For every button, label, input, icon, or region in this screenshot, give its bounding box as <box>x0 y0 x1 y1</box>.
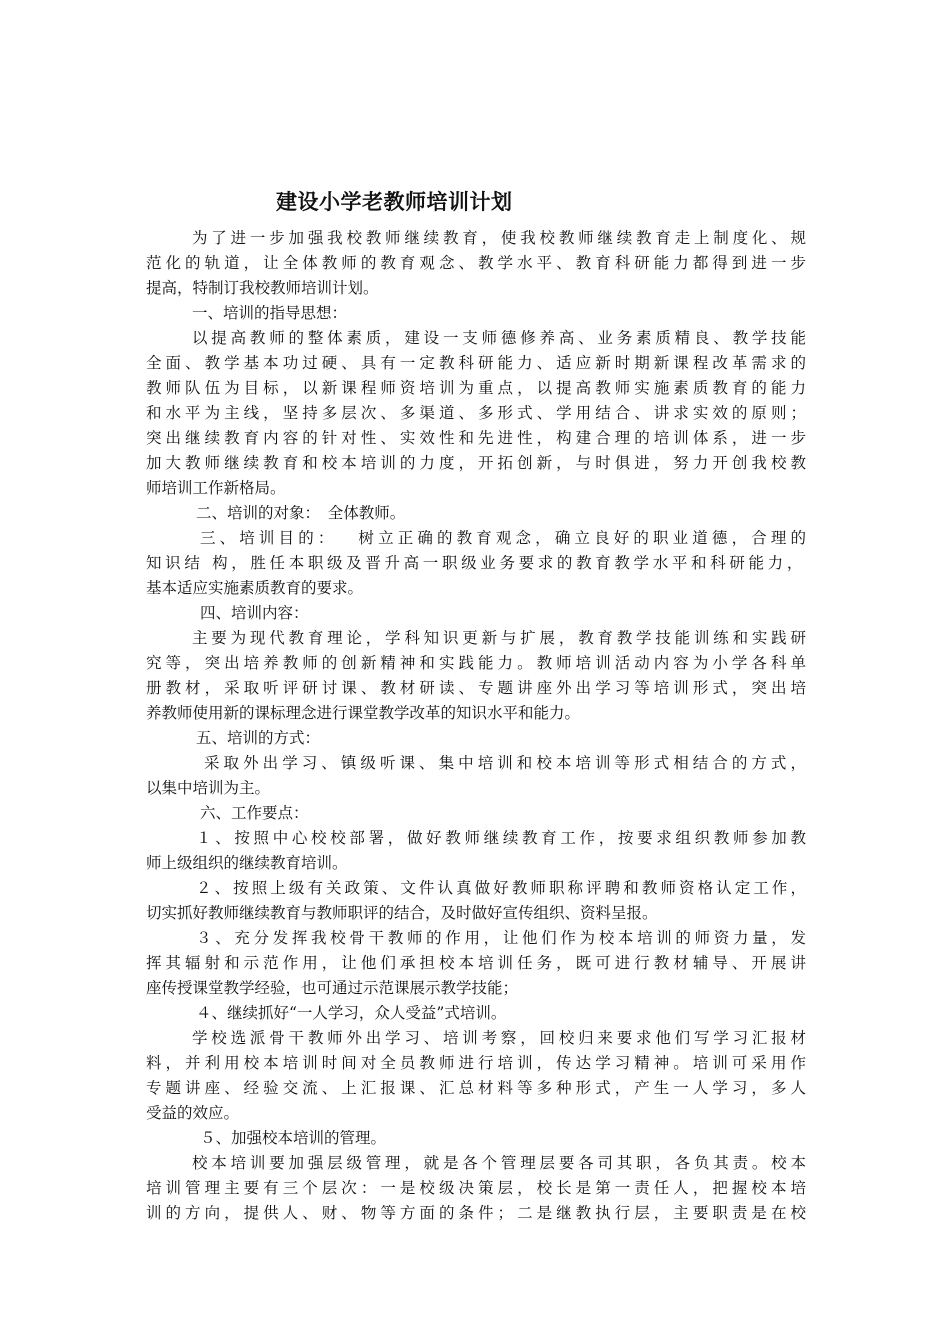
text-line: 四、培训内容： <box>200 604 309 622</box>
text-line: 专题讲座、经验交流、上汇报课、汇总材料等多种形式，产生一人学习，多人 <box>146 1079 811 1097</box>
text-line: 范化的轨道，让全体教师的教育观念、教学水平、教育科研能力都得到进一步 <box>146 254 811 272</box>
document-body <box>146 226 811 1226</box>
text-line: 培训管理主要有三个层次：一是校级决策层，校长是第一责任人，把握校本培 <box>146 1179 811 1197</box>
text-line: 受益的效应。 <box>146 1104 240 1122</box>
text-line: 一、培训的指导思想： <box>192 304 348 322</box>
text-line: 为了进一步加强我校教师继续教育，使我校教师继续教育走上制度化、规 <box>192 229 810 247</box>
text-line: 教师队伍为目标，以新课程师资培训为重点，以提高教师实施素质教育的能力 <box>146 379 811 397</box>
text-line: 和水平为主线，坚持多层次、多渠道、多形式、学用结合、讲求实效的原则； <box>146 404 811 422</box>
text-line: 座传授课堂教学经验，也可通过示范课展示教学技能； <box>146 979 519 997</box>
text-line: 训的方向，提供人、财、物等方面的条件；二是继教执行层，主要职责是在校 <box>146 1204 811 1222</box>
text-line: 主要为现代教育理论，学科知识更新与扩展，教育教学技能训练和实践研 <box>192 629 810 647</box>
text-line: 以集中培训为主。 <box>146 779 271 797</box>
text-line: 师上级组织的继续教育培训。 <box>146 854 348 872</box>
text-line: 校本培训要加强层级管理，就是各个管理层要各司其职，各负其责。校本 <box>192 1154 810 1172</box>
text-line: 提高，特制订我校教师培训计划。 <box>146 279 379 297</box>
text-line: 挥其辐射和示范作用，让他们承担校本培训任务，既可进行教材辅导、开展讲 <box>146 954 811 972</box>
text-line: 采取外出学习、镇级听课、集中培训和校本培训等形式相结合的方式， <box>204 754 811 772</box>
text-line: 料，并利用校本培训时间对全员教师进行培训，传达学习精神。培训可采用作 <box>146 1054 811 1072</box>
text-line: 突出继续教育内容的针对性、实效性和先进性，构建合理的培训体系，进一步 <box>146 429 811 447</box>
text-line: 册教材，采取听评研讨课、教材研读、专题讲座外出学习等培训形式，突出培 <box>146 679 811 697</box>
text-line: ５、加强校本培训的管理。 <box>200 1129 387 1147</box>
text-line: 究等，突出培养教师的创新精神和实践能力。教师培训活动内容为小学各科单 <box>146 654 811 672</box>
text-line: ４、继续抓好“一人学习，众人受益”式培训。 <box>196 1004 507 1022</box>
text-line: 切实抓好教师继续教育与教师职评的结合，及时做好宣传组织、资料呈报。 <box>146 904 658 922</box>
text-line: 知识结 构，胜任本职级及晋升高一职级业务要求的教育教学水平和科研能力， <box>146 554 806 572</box>
text-line: 全面、教学基本功过硬、具有一定教科研能力、适应新时期新课程改革需求的 <box>146 354 811 372</box>
text-line: １、按照中心校校部署，做好教师继续教育工作，按要求组织教师参加教 <box>196 829 810 847</box>
text-line: 师培训工作新格局。 <box>146 479 286 497</box>
text-line: ２、按照上级有关政策、文件认真做好教师职称评聘和教师资格认定工作， <box>196 879 810 897</box>
text-line: 六、工作要点： <box>200 804 309 822</box>
text-line: 三、培训目的： 树立正确的教育观念，确立良好的职业道德，合理的 <box>200 529 811 547</box>
text-line: ３、充分发挥我校骨干教师的作用，让他们作为校本培训的师资力量，发 <box>196 929 810 947</box>
text-line: 学校选派骨干教师外出学习、培训考察，回校归来要求他们写学习汇报材 <box>192 1029 810 1047</box>
text-line: 以提高教师的整体素质，建设一支师德修养高、业务素质精良、教学技能 <box>192 329 810 347</box>
document-title: 建设小学老教师培训计划 <box>276 189 513 214</box>
text-line: 五、培训的方式： <box>196 729 321 747</box>
text-line: 加大教师继续教育和校本培训的力度，开拓创新，与时俱进，努力开创我校教 <box>146 454 811 472</box>
text-line: 基本适应实施素质教育的要求。 <box>146 579 364 597</box>
text-line: 养教师使用新的课标理念进行课堂教学改革的知识水平和能力。 <box>146 704 581 722</box>
text-line: 二、培训的对象： 全体教师。 <box>196 504 406 522</box>
